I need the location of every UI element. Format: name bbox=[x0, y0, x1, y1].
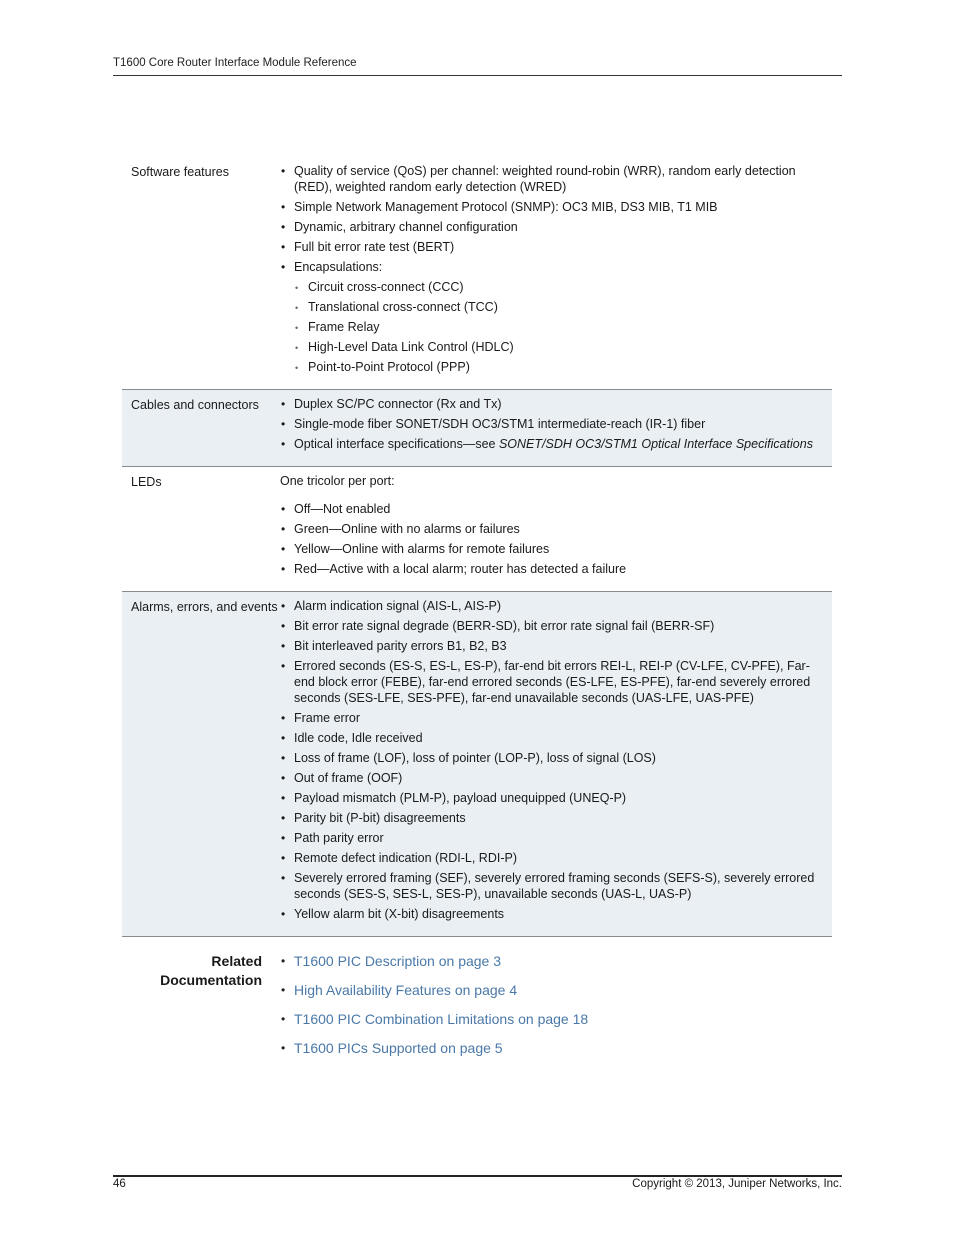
header-rule bbox=[113, 75, 842, 76]
optical-spec-text: Optical interface specifications—see bbox=[294, 437, 499, 451]
list-item: • Bit error rate signal degrade (BERR-SD), bit error rate signal fail (BERR-SF) bbox=[280, 618, 826, 634]
list-item: • Bit interleaved parity errors B1, B2, B3 bbox=[280, 638, 826, 654]
row-content bbox=[280, 592, 832, 936]
optical-spec-reference: SONET/SDH OC3/STM1 Optical Interface Specifications bbox=[498, 437, 813, 451]
row-content bbox=[280, 157, 832, 389]
list-item: • Dynamic, arbitrary channel configuration bbox=[280, 219, 826, 235]
footer-rule bbox=[113, 1175, 842, 1177]
list-item-optical-spec bbox=[280, 436, 826, 452]
heading-line: Related bbox=[211, 953, 262, 969]
row-label: Alarms, errors, and events bbox=[131, 600, 278, 614]
list-item: • Frame error bbox=[280, 710, 826, 726]
list-item: • Errored seconds (ES-S, ES-L, ES-P), far-end bit errors REI-L, REI-P (CV-LFE, CV-PFE), Far-end block error (FEBE), far-end errored seconds (ES-LFE, ES-PFE), far-end severely errored seconds (SES-LFE, SES-PFE), far-end unavailable seconds (UAS-LFE, UAS-PFE) bbox=[280, 658, 826, 706]
list-item-encapsulations bbox=[280, 259, 826, 375]
encapsulations-list bbox=[294, 279, 826, 375]
related-link-high-availability[interactable]: • High Availability Features on page 4 bbox=[280, 981, 588, 1000]
row-label: Software features bbox=[131, 165, 229, 179]
list-item: • Parity bit (P-bit) disagreements bbox=[280, 810, 826, 826]
alarms-list bbox=[280, 598, 826, 922]
list-item: • Single-mode fiber SONET/SDH OC3/STM1 intermediate-reach (IR-1) fiber bbox=[280, 416, 826, 432]
row-label: Cables and connectors bbox=[131, 398, 259, 412]
list-item: • Payload mismatch (PLM-P), payload unequipped (UNEQ-P) bbox=[280, 790, 826, 806]
row-cables-connectors bbox=[122, 390, 832, 467]
related-documentation bbox=[122, 952, 832, 1068]
list-item: • Idle code, Idle received bbox=[280, 730, 826, 746]
list-item-label: Encapsulations: bbox=[294, 260, 383, 274]
leds-list bbox=[280, 501, 826, 577]
leds-intro: One tricolor per port: bbox=[280, 474, 395, 488]
list-item: • Path parity error bbox=[280, 830, 826, 846]
related-documentation-heading bbox=[122, 952, 262, 1068]
sub-list-item: • Frame Relay bbox=[294, 319, 826, 335]
list-item: • Remote defect indication (RDI-L, RDI-P) bbox=[280, 850, 826, 866]
row-content bbox=[280, 467, 832, 591]
related-link-pic-description[interactable]: • T1600 PIC Description on page 3 bbox=[280, 952, 588, 971]
sub-list-item: • Translational cross-connect (TCC) bbox=[294, 299, 826, 315]
cables-list bbox=[280, 396, 826, 452]
row-leds bbox=[122, 467, 832, 592]
related-link-pics-supported[interactable]: • T1600 PICs Supported on page 5 bbox=[280, 1039, 588, 1058]
row-software-features bbox=[122, 157, 832, 390]
heading-line: Documentation bbox=[160, 972, 262, 988]
page-number: 46 bbox=[113, 1178, 126, 1190]
list-item: • Alarm indication signal (AIS-L, AIS-P) bbox=[280, 598, 826, 614]
list-item: • Simple Network Management Protocol (SNMP): OC3 MIB, DS3 MIB, T1 MIB bbox=[280, 199, 826, 215]
list-item: • Off—Not enabled bbox=[280, 501, 826, 517]
sub-list-item: • High-Level Data Link Control (HDLC) bbox=[294, 339, 826, 355]
software-features-list bbox=[280, 163, 826, 375]
list-item: • Quality of service (QoS) per channel: weighted round-robin (WRR), random early detection (RED), weighted random early detection (WRED) bbox=[280, 163, 826, 195]
row-alarms-errors-events bbox=[122, 592, 832, 937]
copyright-notice: Copyright © 2013, Juniper Networks, Inc. bbox=[632, 1178, 842, 1190]
related-links-list bbox=[280, 952, 588, 1068]
running-header: T1600 Core Router Interface Module Reference bbox=[113, 57, 357, 69]
sub-list-item: • Circuit cross-connect (CCC) bbox=[294, 279, 826, 295]
list-item: • Red—Active with a local alarm; router has detected a failure bbox=[280, 561, 826, 577]
specifications-table bbox=[122, 157, 832, 937]
list-item: • Yellow—Online with alarms for remote failures bbox=[280, 541, 826, 557]
list-item: • Full bit error rate test (BERT) bbox=[280, 239, 826, 255]
list-item: • Yellow alarm bit (X-bit) disagreements bbox=[280, 906, 826, 922]
list-item: • Duplex SC/PC connector (Rx and Tx) bbox=[280, 396, 826, 412]
list-item: • Green—Online with no alarms or failures bbox=[280, 521, 826, 537]
list-item: • Loss of frame (LOF), loss of pointer (LOP-P), loss of signal (LOS) bbox=[280, 750, 826, 766]
sub-list-item: • Point-to-Point Protocol (PPP) bbox=[294, 359, 826, 375]
list-item: • Out of frame (OOF) bbox=[280, 770, 826, 786]
row-label: LEDs bbox=[131, 475, 162, 489]
list-item: • Severely errored framing (SEF), severely errored framing seconds (SEFS-S), severely errored seconds (SES-S, SES-L, SES-P), unavailable seconds (UAS-L, UAS-P) bbox=[280, 870, 826, 902]
row-content bbox=[280, 390, 832, 466]
related-link-pic-combination[interactable]: • T1600 PIC Combination Limitations on page 18 bbox=[280, 1010, 588, 1029]
